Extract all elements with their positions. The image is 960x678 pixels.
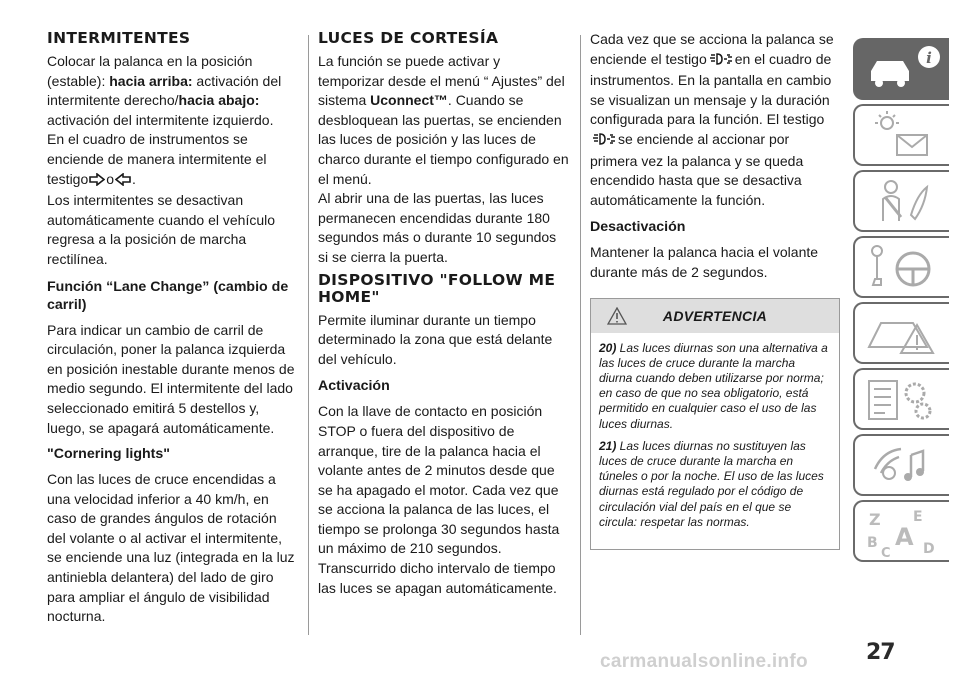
warning-item-20 — [599, 341, 831, 432]
section-title-intermitentes: INTERMITENTES — [47, 29, 191, 47]
tab-vehicle-info[interactable] — [853, 38, 949, 100]
paragraph-testigo — [590, 30, 840, 210]
column-divider — [308, 35, 309, 635]
gears-list-icon — [861, 373, 947, 427]
subtitle-cornering-lights: "Cornering lights" — [47, 446, 171, 463]
bold-text: Uconnect™ — [370, 92, 448, 109]
text: o — [106, 170, 115, 187]
page-number: 27 — [866, 640, 895, 665]
paragraph-intermitentes — [47, 52, 297, 270]
key-steering-wheel-icon — [861, 241, 947, 295]
text: En el cuadro de instrumentos se enciende de manera intermitente el testigo — [47, 131, 267, 187]
warning-number: 21) — [599, 438, 617, 453]
column-3 — [590, 30, 840, 550]
watermark: carmanualsonline.info — [600, 651, 808, 672]
tab-maintenance[interactable] — [853, 368, 949, 430]
warning-box — [590, 298, 840, 550]
svg-text:C: C — [881, 546, 891, 559]
tab-indicators[interactable] — [853, 104, 949, 166]
subtitle-activacion: Activación — [318, 378, 390, 395]
section-title-luces-cortesia: LUCES DE CORTESÍA — [318, 29, 499, 47]
paragraph-follow-me-home: Permite iluminar durante un tiempo determinado la zona que está delante del vehículo. — [318, 311, 553, 367]
text: La función se puede activar y temporizar desde el menú “ Ajustes” del sistema — [318, 53, 565, 109]
text: Cada vez que se acciona la palanca se enciende el testigo — [590, 31, 834, 67]
column-divider — [580, 35, 581, 635]
section-title-follow-me-home: DISPOSITIVO "FOLLOW ME HOME" — [318, 270, 556, 306]
chapter-tabs — [853, 38, 949, 566]
paragraph-luces-cortesia — [318, 52, 570, 268]
text: Colocar la palanca en la posición (estable): — [47, 53, 253, 89]
bold-text: hacia arriba: — [109, 72, 193, 89]
paragraph-lane-change: Para indicar un cambio de carril de circulación, poner la palanca izquierda en posición inestable durante menos de medio segundo. El intermitente del lado seleccionado emitirá 5 destellos y, luego, se apagará automáticamente. — [47, 321, 295, 436]
warning-body — [591, 333, 839, 549]
warning-title: ADVERTENCIA — [662, 307, 768, 324]
svg-text:B: B — [867, 535, 878, 551]
text: en el cuadro de instrumentos. En la pantalla en cambio se visualizan un mensaje y la duración configurada para la función. El testigo — [590, 50, 832, 128]
text: . Cuando se desbloquean las puertas, se encienden las luces de posición y las luces de charco durante el tiempo configurado en el menú. — [318, 92, 569, 187]
text: activación del intermitente derecho/ — [47, 72, 282, 109]
paragraph-desactivacion: Mantener la palanca hacia el volante durante más de 2 segundos. — [590, 244, 819, 280]
svg-text:D: D — [923, 541, 935, 557]
warning-item-21 — [599, 439, 831, 530]
text: . — [132, 170, 136, 187]
column-2 — [318, 30, 570, 606]
turn-left-indicator-icon — [115, 172, 131, 192]
warning-lights-envelope-icon — [861, 109, 947, 163]
emergency-car-icon — [861, 307, 947, 361]
text: activación del intermitente izquierdo. — [47, 111, 274, 128]
tab-multimedia[interactable] — [853, 434, 949, 496]
svg-text:A: A — [895, 523, 914, 551]
warning-text: Las luces diurnas son una alternativa a las luces de cruce durante la marcha diurna cuando deben utilizarse por norma; en caso de que no sea obligatorio, está permitido en cualquier caso el uso de las luces diurnas. — [599, 340, 828, 431]
seatbelt-airbag-icon — [861, 175, 947, 229]
subtitle-lane-change: Función “Lane Change” (cambio de carril) — [47, 278, 289, 313]
tab-index[interactable] — [853, 500, 949, 562]
warning-number: 20) — [599, 340, 617, 355]
paragraph-cornering-lights: Con las luces de cruce encendidas a una velocidad inferior a 40 km/h, en caso de grandes ángulos de rotación del volante o al activar el intermitente, se enciende una luz (integrada en la luz antiniebla delantera) del lado de giro para ampliar el ángulo de visibilidad nocturna. — [47, 471, 295, 625]
warning-header — [591, 299, 839, 333]
multimedia-music-icon — [861, 439, 947, 493]
svg-text:i: i — [926, 49, 932, 67]
text: Los intermitentes se desactivan automáticamente cuando el vehículo regresa a la posición de marcha rectilínea. — [47, 192, 276, 267]
turn-right-indicator-icon — [89, 172, 105, 192]
car-info-icon — [861, 43, 947, 97]
bold-text: hacia abajo: — [178, 92, 260, 109]
subtitle-desactivacion: Desactivación — [590, 219, 686, 236]
tab-emergency[interactable] — [853, 302, 949, 364]
paragraph-activacion: Con la llave de contacto en posición STOP o fuera del dispositivo de arranque, tire de la palanca hacia el volante antes de 2 minutos desde que se ha apagado el motor. Cada vez que se acciona la palanca de las luces, el tiempo se prolonga 30 segundos hasta un máximo de 210 segundos. Transcurrido dicho intervalo de tiempo las luces se apagan automáticamente. — [318, 403, 560, 596]
alphabet-index-icon — [861, 505, 947, 559]
follow-me-home-indicator-icon — [591, 132, 617, 152]
tab-driving[interactable] — [853, 236, 949, 298]
warning-text: Las luces diurnas no sustituyen las luces de cruce durante la marcha en túneles o por la noche. El uso de las luces diurnas está regulado por el código de circulación vial del país en el que se circula: respetar las normas. — [599, 438, 824, 529]
follow-me-home-indicator-icon — [708, 52, 734, 72]
text: Al abrir una de las puertas, las luces permanecen encendidas durante 180 segundos más o durante 10 segundos si se cierra la puerta. — [318, 190, 557, 265]
svg-text:E: E — [913, 509, 923, 525]
text: se enciende al accionar por primera vez la palanca y se queda encendido hasta que se desactiva automáticamente la función. — [590, 130, 804, 208]
warning-triangle-icon — [607, 307, 627, 330]
tab-safety[interactable] — [853, 170, 949, 232]
svg-text:Z: Z — [869, 510, 881, 529]
column-1 — [47, 30, 297, 635]
